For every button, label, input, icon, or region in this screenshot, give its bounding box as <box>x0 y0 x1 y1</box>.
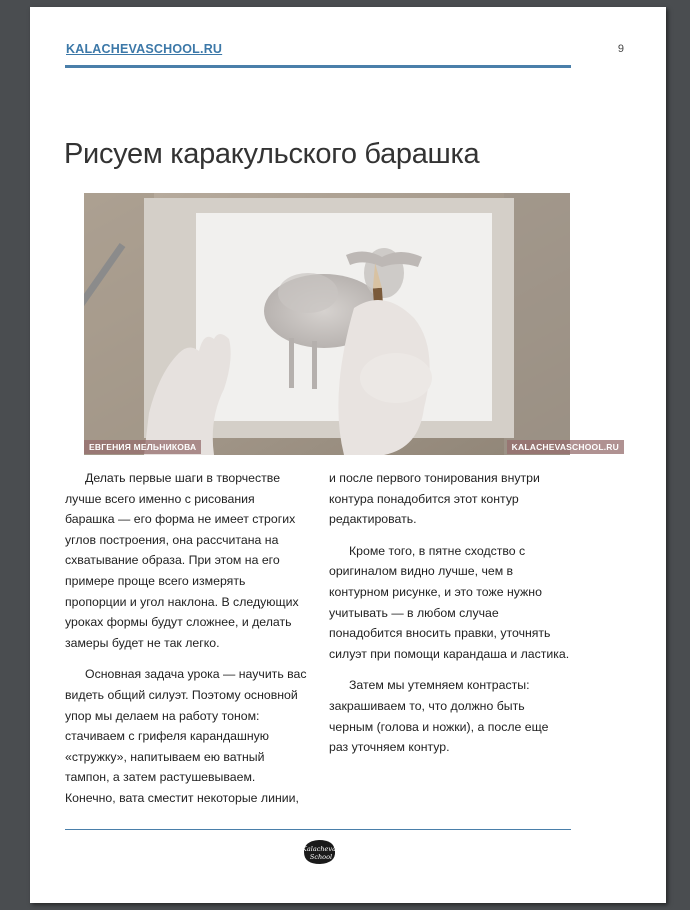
article-photo <box>84 193 570 455</box>
right-column <box>329 468 571 769</box>
photo-caption-site: KALACHEVASCHOOL.RU <box>507 440 624 454</box>
page-number: 9 <box>617 43 624 55</box>
photo-caption-author: ЕВГЕНИЯ МЕЛЬНИКОВА <box>84 440 201 454</box>
site-link[interactable]: KALACHEVASCHOOL.RU <box>66 42 223 56</box>
footer-rule <box>65 829 571 830</box>
logo-text-line2: School <box>309 853 333 861</box>
header-rule <box>65 65 571 68</box>
drawing-photo-illustration <box>84 193 570 455</box>
paragraph: Кроме того, в пятне сходство с оригиналом видно лучше, чем в контурном рисунке, и это тоже нужно учитывать — в любом случае понадобится вносить правки, уточнять силуэт при помощи карандаша и ластика. <box>329 543 570 661</box>
article-title: Рисуем каракульского барашка <box>64 138 480 170</box>
school-logo <box>300 838 338 866</box>
logo-text-line1: Kalacheva <box>302 845 336 853</box>
paragraph: Делать первые шаги в творчестве лучше всего именно с рисования барашка — его форма не имеет строгих углов построения, она рассчитана на схватывание образа. При этом на его примере проще всего измерять пропорции и угол наклона. В следующих уроках формы будут сложнее, и делать замеры будет не так легко. <box>65 471 299 650</box>
left-column <box>65 468 307 820</box>
paragraph: и после первого тонирования внутри контура понадобится этот контур редактировать. <box>329 471 540 527</box>
paragraph: Основная задача урока — научить вас видеть общий силуэт. Поэтому основной упор мы делаем на работу тоном: стачиваем с грифеля карандашную «стружку», напитываем ею ватный тампон, а затем растушевываем. Конечно, вата сместит некоторые линии, <box>65 667 307 805</box>
paragraph: Затем мы утемняем контрасты: закрашиваем то, что должно быть черным (голова и ножки), а после еще раз уточняем контур. <box>329 678 549 755</box>
